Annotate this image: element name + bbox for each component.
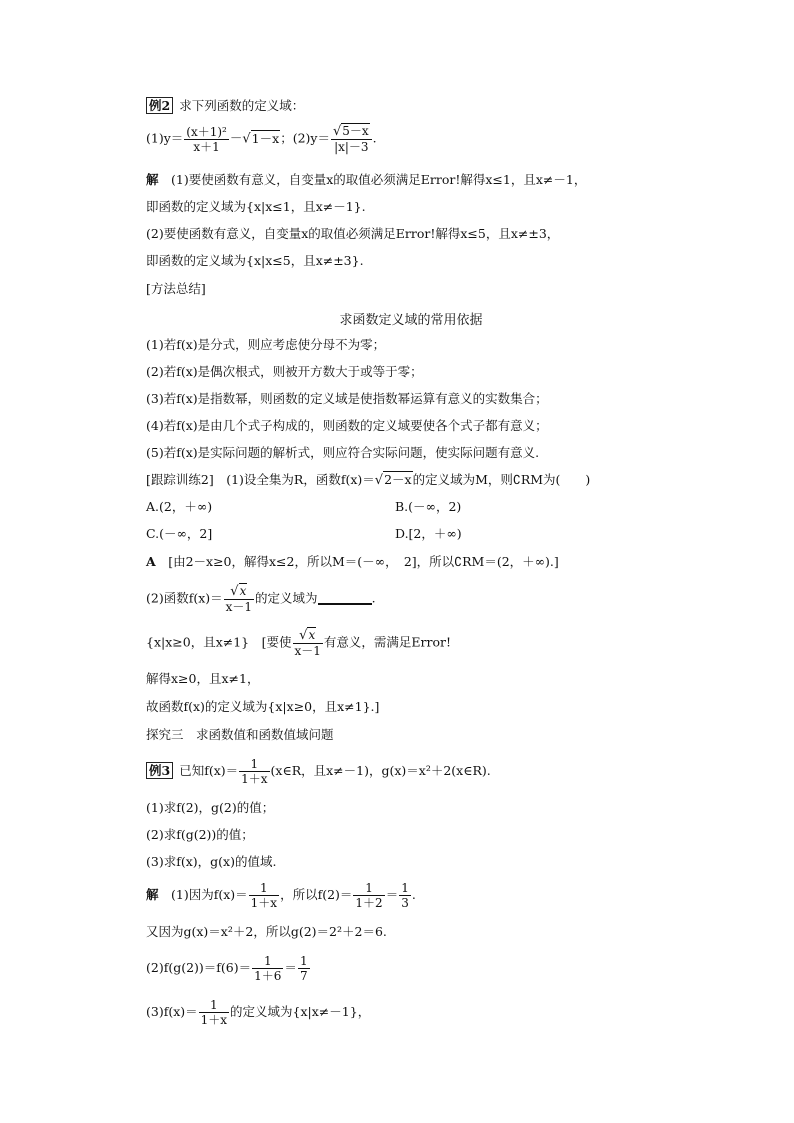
training2-q2-end: . [371,590,376,606]
solution3-fraction [199,998,229,1027]
answer2-fraction [293,628,323,658]
eq1-prefix: (1)y＝ [146,130,184,146]
fraction-denominator: 3 [401,896,409,910]
fraction-denominator: 1＋x [241,772,268,786]
example-tag: 例3 [146,762,173,779]
fraction-denominator: x－1 [225,600,253,614]
fraction-numerator: 1 [199,998,229,1013]
solution3-tail: 的定义域为{x|x≠－1}， [230,1004,371,1019]
example3-q2: (2)求f(g(2))的值； [146,827,254,842]
solution2-text: (2)f(g(2))＝f(6)＝ [146,960,252,975]
answer2-tail: 有意义，需满足Error! [323,634,452,650]
sqrt-icon: √ [242,131,251,147]
solution2-line2: 即函数的定义域为{x|x≤5，且x≠±3}. [146,253,364,268]
equals-sign: ＝ [385,887,399,902]
eq2-numerator [331,124,372,140]
training2-q1 [146,472,590,489]
fraction-denominator: 7 [299,969,308,983]
example3-q3: (3)求f(x)，g(x)的值域. [146,854,277,869]
solution1-fraction3 [399,881,411,910]
fraction-numerator: 1 [401,881,409,895]
training2-q2 [146,584,376,614]
sqrt-icon: √ [299,628,308,643]
explore3-heading: 探究三 求函数值和函数值域问题 [146,727,334,742]
solution1-line1: (1)要使函数有意义，自变量x的取值必须满足Error!解得x≤1，且x≠－1， [171,172,587,187]
method-item: (2)若f(x)是偶次根式，则被开方数大于或等于零； [146,364,423,379]
eq2-end: . [372,130,377,146]
answer2-line3: 故函数f(x)的定义域为{x|x≥0，且x≠1}.] [146,699,380,714]
example3-solution1 [146,881,416,910]
solution3-text: (3)f(x)＝ [146,1004,198,1019]
eq2-prefix: ；(2)y＝ [280,130,330,146]
answer-letter: A [146,554,156,569]
solution2-fraction1 [252,954,283,983]
sqrt-icon: √ [230,584,239,599]
eq1-radicand: 1－x [251,130,280,146]
answer-blank [318,603,372,605]
method-item: (4)若f(x)是由几个式子构成的，则函数的定义域要使各个式子都有意义； [146,418,548,433]
solution-label: 解 [146,887,159,902]
solution1-line2: 即函数的定义域为{x|x≤1，且x≠－1}. [146,199,366,214]
answer-text: [由2－x≥0，解得x≤2，所以M＝(－∞， 2]，所以∁RM＝(2，＋∞).] [155,554,559,569]
option-a: A.(2，＋∞) [146,499,213,514]
training2-q2-text: (2)函数f(x)＝ [146,590,223,606]
example3-q1: (1)求f(2)，g(2)的值； [146,800,275,815]
eq1-minus: － [229,130,243,146]
option-d: D.[2，＋∞) [395,526,462,541]
method-item: (1)若f(x)是分式，则应考虑使分母不为零； [146,337,386,352]
example2-prompt-line [146,98,304,114]
solution1-end: . [411,887,416,902]
eq1-fraction [184,125,229,154]
solution-label: 解 [146,172,159,187]
eq2-radicand: 5－x [342,124,369,138]
solution1-fraction2 [353,881,384,910]
training2-answer2 [146,628,451,658]
example3-solution2 [146,954,311,983]
training2-q1-radicand: 2－x [384,472,412,487]
solution1-text2: ，所以f(2)＝ [280,887,353,902]
training2-answer1 [146,554,559,570]
method-title: 求函数定义域的常用依据 [339,313,483,328]
fraction-radicand: x [239,584,247,598]
eq1-denominator: x＋1 [193,139,220,154]
method-item: (5)若f(x)是实际问题的解析式，则应符合实际问题，使实际问题有意义. [146,445,540,460]
solution2-line1: (2)要使函数有意义，自变量x的取值必须满足Error!解得x≤5，且x≠±3， [146,226,560,241]
example3-text: 已知f(x)＝ [179,763,239,778]
example2-equations [146,124,377,154]
eq1-numerator: (x＋1)² [186,124,227,139]
fraction-denominator: x－1 [294,644,321,658]
fraction-numerator [293,628,323,644]
solution1-fraction1 [249,881,279,910]
training2-q2-fraction [224,584,254,614]
example3-statement [146,757,491,786]
example-tag: 例2 [146,97,173,114]
example3-fraction [239,757,269,786]
fraction-radicand: x [308,628,316,642]
sqrt-icon: √ [332,124,342,139]
fraction-numerator [224,584,254,600]
solution1-text: (1)因为f(x)＝ [158,887,248,902]
equals-sign: ＝ [284,960,297,975]
eq2-fraction [331,124,372,154]
fraction-denominator: 1＋2 [355,896,383,910]
fraction-denominator: 1＋6 [254,969,282,983]
sqrt-icon: √ [374,473,384,488]
fraction-numerator: 1 [353,881,384,896]
solution-line [146,172,586,188]
answer2-text: {x|x≥0，且x≠1} [要使 [146,634,292,650]
option-b: B.(－∞，2) [395,499,462,514]
answer2-line2: 解得x≥0，且x≠1， [146,671,260,686]
example3-solution3 [146,998,370,1027]
example2-prompt: 求下列函数的定义域： [179,98,305,113]
example3-tail: (x∈R，且x≠－1)，g(x)＝x²＋2(x∈R). [270,763,491,778]
method-item: (3)若f(x)是指数幂，则函数的定义域是使指数幂运算有意义的实数集合； [146,391,548,406]
example3-solution1-line2: 又因为g(x)＝x²＋2，所以g(2)＝2²＋2＝6. [146,924,387,939]
fraction-numerator: 1 [299,954,308,968]
fraction-numerator: 1 [252,954,283,969]
training2-q1-text: [跟踪训练2] (1)设全集为R，函数f(x)＝ [146,472,375,487]
eq2-denominator: |x|－3 [334,140,369,154]
fraction-numerator: 1 [239,757,269,772]
solution2-fraction2 [298,954,310,983]
option-c: C.(－∞，2] [146,526,213,541]
method-heading: [方法总结] [146,281,206,296]
fraction-denominator: 1＋x [200,1013,228,1027]
training2-q1-tail: 的定义域为M，则∁RM为( ) [412,472,591,487]
training2-q2-tail: 的定义域为 [255,590,318,606]
fraction-denominator: 1＋x [250,896,278,910]
fraction-numerator: 1 [249,881,279,896]
